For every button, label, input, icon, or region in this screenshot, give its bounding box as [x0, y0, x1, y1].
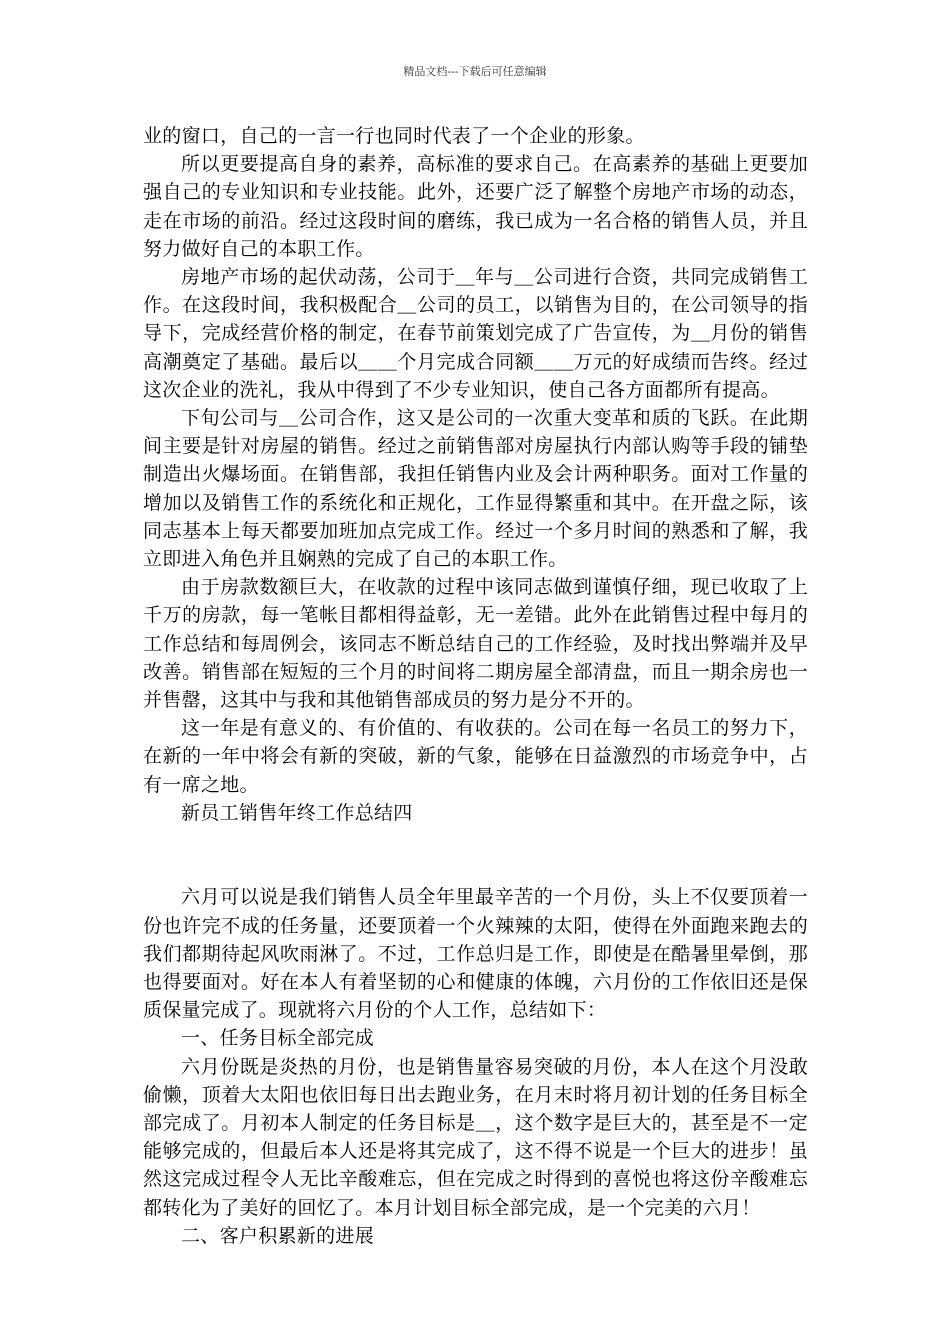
paragraph-3: 房地产市场的起伏动荡，公司于＿年与＿公司进行合资，共同完成销售工作。在这段时间，我积极配合＿公司的员工，以销售为目的，在公司领导的指导下，完成经营价格的制定，在春节前策划完成了广告宣传，为＿月份的销售高潮奠定了基础。最后以＿＿个月完成合同额＿＿万元的好成绩而告终。经过这次企业的洗礼，我从中得到了不少专业知识，使自己各方面都所有提高。 [143, 266, 808, 401]
paragraph-2: 所以更要提高自身的素养，高标准的要求自己。在高素养的基础上更要加强自己的专业知识和专业技能。此外，还要广泛了解整个房地产市场的动态，走在市场的前沿。经过这段时间的磨练，我已成为一名合格的销售人员，并且努力做好自己的本职工作。 [143, 153, 808, 260]
subheading-customer-accumulation: 二、客户积累新的进展 [181, 1224, 375, 1247]
blank-line [143, 827, 808, 855]
paragraph-5: 由于房款数额巨大，在收款的过程中该同志做到谨慎仔细，现已收取了上千万的房款，每一笔帐目都相得益彰，无一差错。此外在此销售过程中每月的工作总结和每周例会，该同志不断总结自己的工作经验，及时找出弊端并及早改善。销售部在短短的三个月的时间将二期房屋全部清盘，而且一期余房也一并售罄，这其中与我和其他销售部成员的努力是分不开的。 [143, 576, 808, 712]
paragraph-6: 这一年是有意义的、有价值的、有收获的。公司在每一名员工的努力下，在新的一年中将会有新的突破，新的气象，能够在日益激烈的市场竞争中，占有一席之地。 [143, 717, 808, 796]
paragraph-1: 业的窗口，自己的一言一行也同时代表了一个企业的形象。 [143, 125, 645, 147]
paragraph-8: 六月份既是炎热的月份，也是销售量容易突破的月份，本人在这个月没敢偷懒，顶着大太阳也依旧每日出去跑业务，在月末时将月初计划的任务目标全部完成了。月初本人制定的任务目标是＿，这个数字是巨大的，甚至是不一定能够完成的，但最后本人还是将其完成了，这不得不说是一个巨大的进步！虽然这完成过程令人无比辛酸难忘，但在完成之时得到的喜悦也将这份辛酸难忘都转化为了美好的回忆了。本月计划目标全部完成，是一个完美的六月！ [143, 1055, 808, 1219]
subheading-task-goals: 一、任务目标全部完成 [181, 1027, 375, 1050]
page-header: 精品文档---下载后可任意编辑 [403, 65, 547, 78]
section-heading-4: 新员工销售年终工作总结四 [181, 801, 413, 824]
blank-line [143, 855, 808, 883]
paragraph-4: 下旬公司与＿公司合作，这又是公司的一次重大变革和质的飞跃。在此期间主要是针对房屋的销售。经过之前销售部对房屋执行内部认购等手段的铺垫制造出火爆场面。在销售部，我担任销售内业及会计两种职务。面对工作量的增加以及销售工作的系统化和正规化，工作显得繁重和其中。在开盘之际，该同志基本上每天都要加班加点完成工作。经过一个多月时间的熟悉和了解，我立即进入角色并且娴熟的完成了自己的本职工作。 [143, 407, 808, 571]
document-body [143, 122, 808, 1250]
paragraph-7: 六月可以说是我们销售人员全年里最辛苦的一个月份，头上不仅要顶着一份也许完不成的任务量，还要顶着一个火辣辣的太阳，使得在外面跑来跑去的我们都期待起风吹雨淋了。不过，工作总归是工作，即使是在酷暑里晕倒，那也得要面对。好在本人有着坚韧的心和健康的体魄，六月份的工作依旧还是保质保量完成了。现就将六月份的个人工作，总结如下： [143, 886, 808, 1022]
